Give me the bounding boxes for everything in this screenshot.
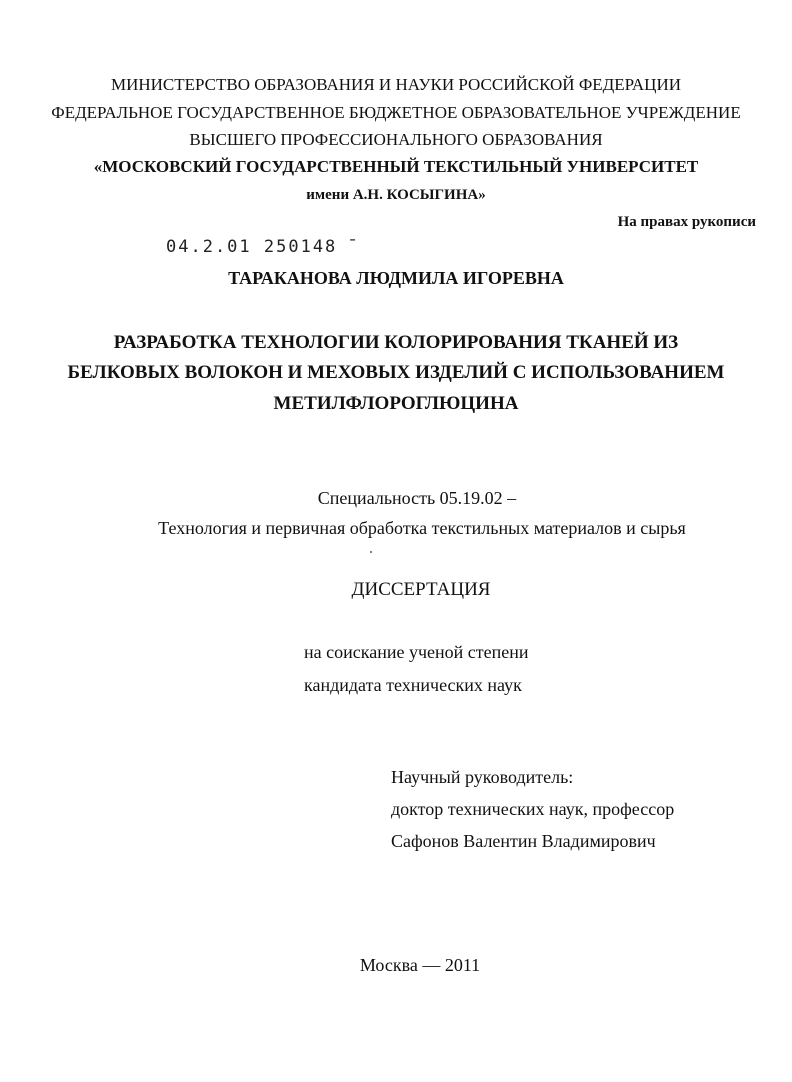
- thesis-title-line-1: РАЗРАБОТКА ТЕХНОЛОГИИ КОЛОРИРОВАНИЯ ТКАНЕЙ ИЗ: [113, 332, 679, 353]
- manuscript-note: На правах рукописи: [617, 214, 756, 230]
- degree-line-2: кандидата технических наук: [304, 675, 522, 695]
- specialty-name: Технология и первичная обработка текстильных материалов и сырья: [158, 518, 686, 538]
- ministry-line: МИНИСТЕРСТВО ОБРАЗОВАНИЯ И НАУКИ РОССИЙСКОЙ ФЕДЕРАЦИИ: [110, 75, 682, 94]
- institution-type-line: ФЕДЕРАЛЬНОЕ ГОСУДАРСТВЕННОЕ БЮДЖЕТНОЕ ОБРАЗОВАТЕЛЬНОЕ УЧРЕЖДЕНИЕ: [51, 103, 741, 122]
- document-type: ДИССЕРТАЦИЯ: [351, 579, 491, 600]
- scan-speck: [370, 551, 372, 553]
- thesis-title-line-2: БЕЛКОВЫХ ВОЛОКОН И МЕХОВЫХ ИЗДЕЛИЙ С ИСПОЛЬЗОВАНИЕМ: [67, 362, 725, 383]
- university-line: «МОСКОВСКИЙ ГОСУДАРСТВЕННЫЙ ТЕКСТИЛЬНЫЙ УНИВЕРСИТЕТ: [93, 157, 699, 176]
- city-year: Москва — 2011: [359, 955, 481, 975]
- author-name: ТАРАКАНОВА ЛЮДМИЛА ИГОРЕВНА: [228, 268, 564, 288]
- supervisor-label: Научный руководитель:: [391, 767, 574, 787]
- named-after-line: имени А.Н. КОСЫГИНА»: [306, 187, 486, 203]
- degree-line-1: на соискание ученой степени: [304, 642, 529, 662]
- registration-stamp-number: 04.2.01 250148 ̄: [166, 237, 350, 257]
- supervisor-name: Сафонов Валентин Владимирович: [391, 831, 656, 851]
- specialty-code: Специальность 05.19.02 –: [317, 488, 517, 508]
- thesis-title-line-3: МЕТИЛФЛОРОГЛЮЦИНА: [273, 393, 519, 414]
- education-level-line: ВЫСШЕГО ПРОФЕССИОНАЛЬНОГО ОБРАЗОВАНИЯ: [189, 130, 603, 149]
- supervisor-credentials: доктор технических наук, профессор: [391, 799, 675, 819]
